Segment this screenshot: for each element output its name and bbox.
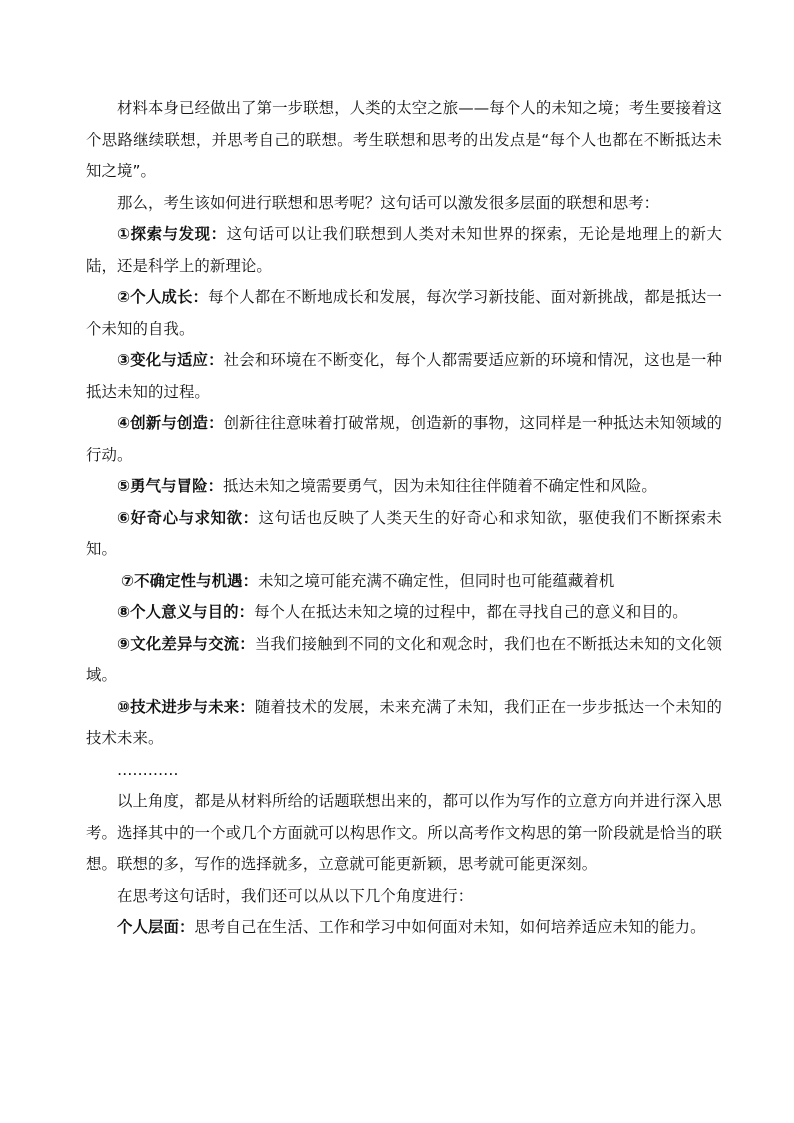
paragraph-text: 那么，考生该如何进行联想和思考呢？这句话可以激发很多层面的联想和思考： bbox=[117, 193, 660, 212]
list-item-meaning bbox=[86, 597, 722, 629]
list-item-courage bbox=[86, 471, 722, 503]
list-item-culture bbox=[86, 629, 722, 692]
item-heading: ②个人成长： bbox=[117, 288, 209, 306]
list-item-change bbox=[86, 345, 722, 408]
paragraph-question bbox=[86, 188, 722, 220]
list-item-personal-level bbox=[86, 912, 722, 944]
paragraph-text: 在思考这句话时，我们还可以从以下几个角度进行： bbox=[117, 886, 474, 905]
item-heading: ①探索与发现： bbox=[117, 225, 227, 243]
paragraph-text: 以上角度，都是从材料所给的话题联想出来的，都可以作为写作的立意方向并进行深入思考。选择其中的一个或几个方面就可以构思作文。所以高考作文构思的第一阶段就是恰当的联想。联想的多，写作的选择就多，立意就可能更新颖，思考就可能更深刻。 bbox=[86, 792, 722, 873]
list-item-explore bbox=[86, 219, 722, 282]
ellipsis-line bbox=[86, 755, 722, 787]
item-text: 每个人都在不断地成长和发展，每次学习新技能、面对新挑战，都是抵达一个未知的自我。 bbox=[86, 288, 722, 338]
item-heading: ⑧个人意义与目的： bbox=[117, 603, 255, 621]
item-text: 抵达未知之境需要勇气，因为未知往往伴随着不确定性和风险。 bbox=[223, 477, 657, 495]
item-text: 这句话也反映了人类天生的好奇心和求知欲，驱使我们不断探索未知。 bbox=[86, 508, 722, 558]
item-text: 思考自己在生活、工作和学习中如何面对未知，如何培养适应未知的能力。 bbox=[194, 918, 706, 936]
document-body bbox=[86, 93, 722, 944]
list-item-technology bbox=[86, 692, 722, 755]
paragraph-intro bbox=[86, 93, 722, 188]
item-heading: ⑩技术进步与未来： bbox=[117, 697, 255, 716]
item-heading: ⑥好奇心与求知欲： bbox=[117, 508, 259, 527]
item-heading: ⑨文化差异与交流： bbox=[117, 634, 255, 653]
item-heading: ④创新与创造： bbox=[117, 414, 224, 432]
paragraph-summary bbox=[86, 786, 722, 881]
item-text: 社会和环境在不断变化，每个人都需要适应新的环境和情况，这也是一种抵达未知的过程。 bbox=[86, 351, 722, 401]
ellipsis-text: ………… bbox=[117, 760, 179, 779]
item-text: 这句话可以让我们联想到人类对未知世界的探索，无论是地理上的新大陆，还是科学上的新理论。 bbox=[86, 225, 722, 275]
item-text: 创新往往意味着打破常规，创造新的事物，这同样是一种抵达未知领域的行动。 bbox=[86, 414, 722, 464]
item-text: 每个人在抵达未知之境的过程中，都在寻找自己的意义和目的。 bbox=[254, 603, 688, 621]
paragraph-text: 材料本身已经做出了第一步联想，人类的太空之旅——每个人的未知之境；考生要接着这个思路继续联想，并思考自己的联想。考生联想和思考的出发点是“每个人也都在不断抵达未知之境”。 bbox=[86, 99, 722, 180]
list-item-growth bbox=[86, 282, 722, 345]
item-text: 随着技术的发展，未来充满了未知，我们正在一步步抵达一个未知的技术未来。 bbox=[86, 697, 722, 747]
item-text: 当我们接触到不同的文化和观念时，我们也在不断抵达未知的文化领域。 bbox=[86, 634, 722, 684]
item-text: 未知之境可能充满不确定性，但同时也可能蕴藏着机 bbox=[258, 571, 615, 590]
item-heading: ⑤勇气与冒险： bbox=[117, 477, 224, 495]
list-item-innovation bbox=[86, 408, 722, 471]
paragraph-transition bbox=[86, 881, 722, 913]
list-item-curiosity bbox=[86, 503, 722, 566]
item-heading: 个人层面： bbox=[117, 918, 195, 936]
item-heading: ⑦不确定性与机遇： bbox=[121, 571, 259, 590]
item-heading: ③变化与适应： bbox=[117, 351, 224, 369]
list-item-uncertainty bbox=[86, 566, 722, 598]
